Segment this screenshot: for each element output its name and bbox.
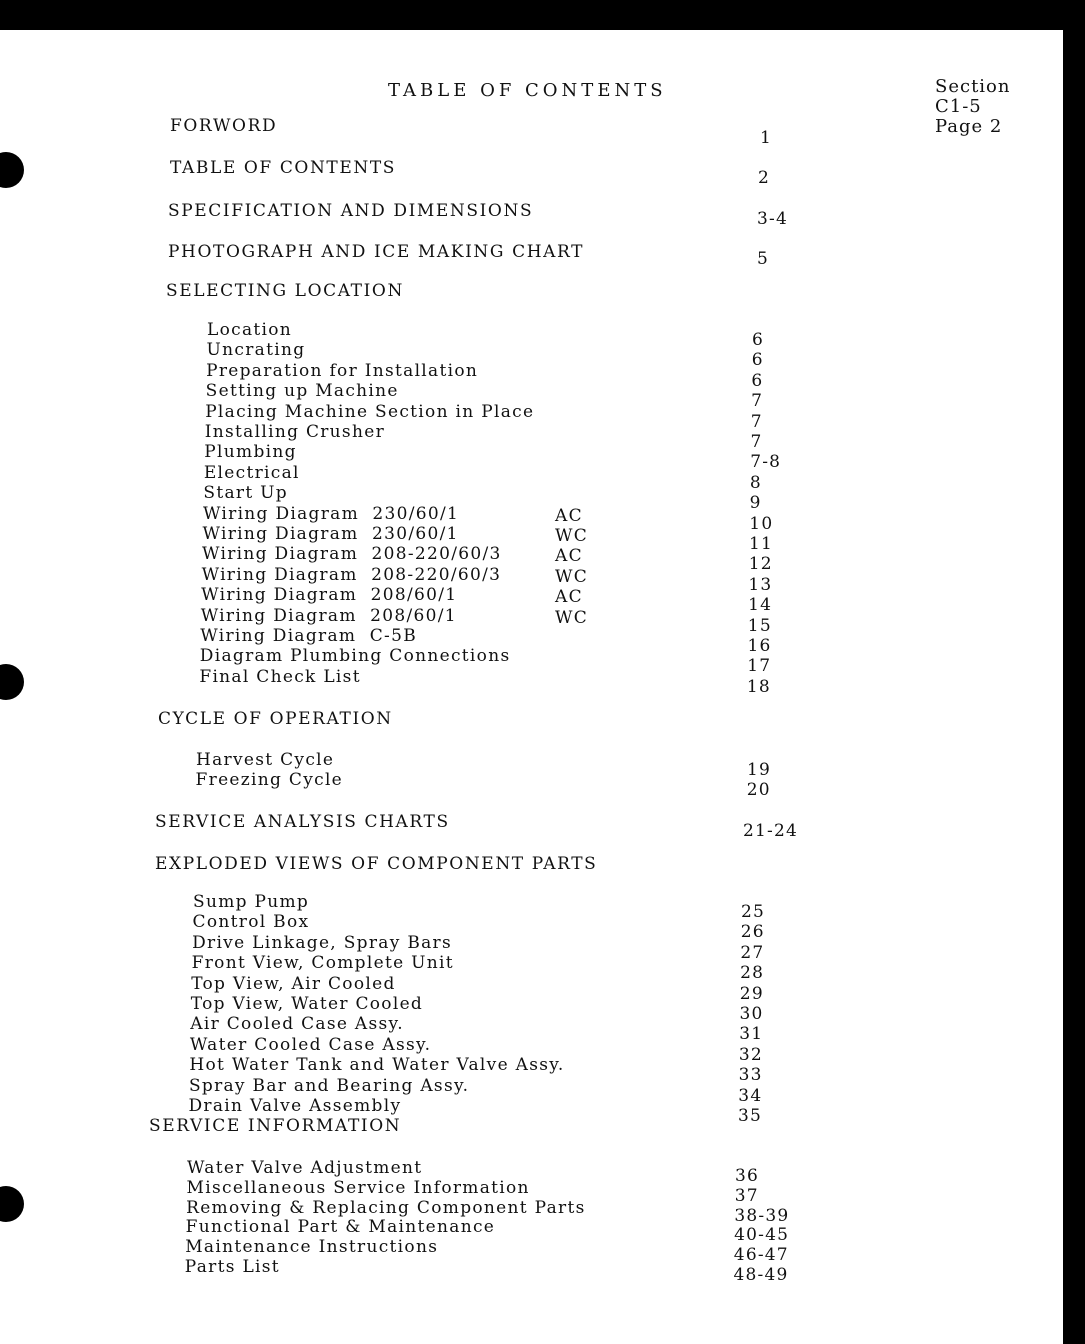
toc-item: Top View, Water Cooled xyxy=(190,994,424,1014)
toc-section-page: 21-24 xyxy=(743,821,799,841)
document-page xyxy=(0,30,1063,1344)
toc-item: Hot Water Tank and Water Valve Assy. xyxy=(189,1055,565,1076)
toc-section-photo: PHOTOGRAPH AND ICE MAKING CHART xyxy=(168,242,585,262)
toc-item-page: 35 xyxy=(738,1106,763,1126)
toc-item: Preparation for Installation xyxy=(206,360,479,381)
toc-item-page: 14 xyxy=(748,595,773,616)
toc-item-page: 38-39 xyxy=(734,1205,790,1226)
toc-item-type: WC xyxy=(555,566,589,587)
toc-item-page: 30 xyxy=(739,1004,764,1024)
toc-item: Miscellaneous Service Information xyxy=(186,1177,530,1198)
toc-section-cycle: CYCLE OF OPERATION xyxy=(158,709,393,729)
toc-item-page: 7 xyxy=(751,391,764,412)
toc-item-page: 34 xyxy=(738,1085,763,1106)
toc-item-page: 7 xyxy=(750,411,763,432)
toc-section-toc: TABLE OF CONTENTS xyxy=(170,158,397,178)
toc-item-type: AC xyxy=(555,587,583,608)
toc-section-page: 2 xyxy=(758,168,771,188)
section-label: Section xyxy=(935,76,1011,97)
toc-section-page: 3-4 xyxy=(757,209,788,229)
toc-item: Setting up Machine xyxy=(205,381,399,402)
toc-item-page: 32 xyxy=(738,1044,763,1065)
toc-item-page: 48-49 xyxy=(733,1265,789,1285)
toc-item-page: 19 xyxy=(747,760,772,780)
toc-item-page: 31 xyxy=(739,1024,764,1045)
toc-item: Wiring Diagram 208/60/1 xyxy=(200,605,457,626)
toc-item: Wiring Diagram 208/60/1 xyxy=(201,585,458,606)
toc-item-page: 17 xyxy=(747,656,772,677)
toc-item-type: WC xyxy=(555,526,589,546)
toc-item: Diagram Plumbing Connections xyxy=(199,646,511,667)
toc-item-page: 8 xyxy=(749,472,762,493)
toc-item: Control Box xyxy=(192,912,310,933)
toc-item-page: 7 xyxy=(750,432,763,452)
toc-section-selecting: SELECTING LOCATION xyxy=(166,281,404,301)
toc-item: Maintenance Instructions xyxy=(185,1237,439,1258)
toc-item: Removing & Replacing Component Parts xyxy=(186,1197,586,1218)
toc-item-page: 11 xyxy=(749,534,774,554)
toc-item: Top View, Air Cooled xyxy=(191,973,396,994)
toc-item: Wiring Diagram 230/60/1 xyxy=(202,524,459,544)
toc-item-page: 36 xyxy=(735,1166,760,1186)
toc-item: Wiring Diagram 208-220/60/3 xyxy=(202,544,502,565)
toc-item-page: 16 xyxy=(747,636,772,656)
toc-section-exploded: EXPLODED VIEWS OF COMPONENT PARTS xyxy=(155,854,598,874)
toc-item: Uncrating xyxy=(206,340,306,361)
toc-item: Spray Bar and Bearing Assy. xyxy=(188,1075,470,1096)
toc-item-page: 26 xyxy=(740,922,765,943)
toc-item-page: 33 xyxy=(738,1065,763,1086)
section-code: C1-5 xyxy=(935,96,982,117)
toc-item-page: 15 xyxy=(747,615,772,636)
toc-item-type: WC xyxy=(555,607,589,628)
toc-item-page: 12 xyxy=(748,554,773,575)
toc-item: Plumbing xyxy=(204,442,297,463)
toc-item-page: 18 xyxy=(746,676,771,697)
toc-item: Wiring Diagram 208-220/60/3 xyxy=(201,564,502,585)
toc-item-page: 13 xyxy=(748,574,773,595)
page-title: TABLE OF CONTENTS xyxy=(388,80,667,101)
toc-item-page: 9 xyxy=(749,493,762,514)
toc-item: Drain Valve Assembly xyxy=(188,1096,402,1116)
toc-item: Start Up xyxy=(203,483,288,504)
toc-item: Sump Pump xyxy=(193,892,310,912)
toc-item: Front View, Complete Unit xyxy=(191,953,454,974)
toc-item-page: 7-8 xyxy=(750,452,782,473)
toc-item: Water Valve Adjustment xyxy=(187,1158,423,1178)
toc-item-page: 20 xyxy=(746,780,771,801)
toc-item-page: 6 xyxy=(752,330,765,350)
toc-item: Drive Linkage, Spray Bars xyxy=(192,932,452,953)
toc-item-page: 28 xyxy=(740,963,765,984)
toc-item: Wiring Diagram C-5B xyxy=(200,626,417,646)
toc-item-type: AC xyxy=(555,546,583,567)
toc-item: Parts List xyxy=(184,1257,280,1277)
toc-item: Freezing Cycle xyxy=(195,770,344,791)
toc-section-page: 5 xyxy=(757,249,770,269)
toc-item-page: 10 xyxy=(749,513,774,534)
toc-item-type: AC xyxy=(555,505,583,526)
toc-item: Functional Part & Maintenance xyxy=(185,1217,496,1238)
toc-section-info: SERVICE INFORMATION xyxy=(149,1116,402,1136)
toc-item-page: 6 xyxy=(751,370,764,391)
toc-item: Installing Crusher xyxy=(204,422,385,442)
toc-section-spec: SPECIFICATION AND DIMENSIONS xyxy=(168,201,534,221)
toc-item: Water Cooled Case Assy. xyxy=(189,1034,432,1055)
toc-item-page: 25 xyxy=(741,902,766,922)
toc-section-page: 1 xyxy=(760,128,773,148)
toc-section-analysis: SERVICE ANALYSIS CHARTS xyxy=(155,812,450,832)
toc-section-forword: FORWORD xyxy=(170,116,278,136)
toc-item: Harvest Cycle xyxy=(196,750,335,770)
toc-item: Placing Machine Section in Place xyxy=(205,401,535,422)
section-header xyxy=(935,77,1010,137)
toc-item-page: 46-47 xyxy=(733,1245,789,1266)
toc-item-page: 27 xyxy=(740,942,765,963)
toc-item-page: 29 xyxy=(739,983,764,1004)
toc-item-page: 6 xyxy=(751,350,764,371)
toc-item-page: 40-45 xyxy=(734,1225,790,1246)
toc-item: Location xyxy=(207,320,293,340)
page-number-label: Page 2 xyxy=(935,116,1003,137)
toc-item: Final Check List xyxy=(199,666,361,687)
toc-item-page: 37 xyxy=(734,1185,759,1206)
toc-item: Air Cooled Case Assy. xyxy=(190,1014,404,1035)
toc-item: Wiring Diagram 230/60/1 xyxy=(202,503,460,524)
toc-item: Electrical xyxy=(203,462,300,483)
